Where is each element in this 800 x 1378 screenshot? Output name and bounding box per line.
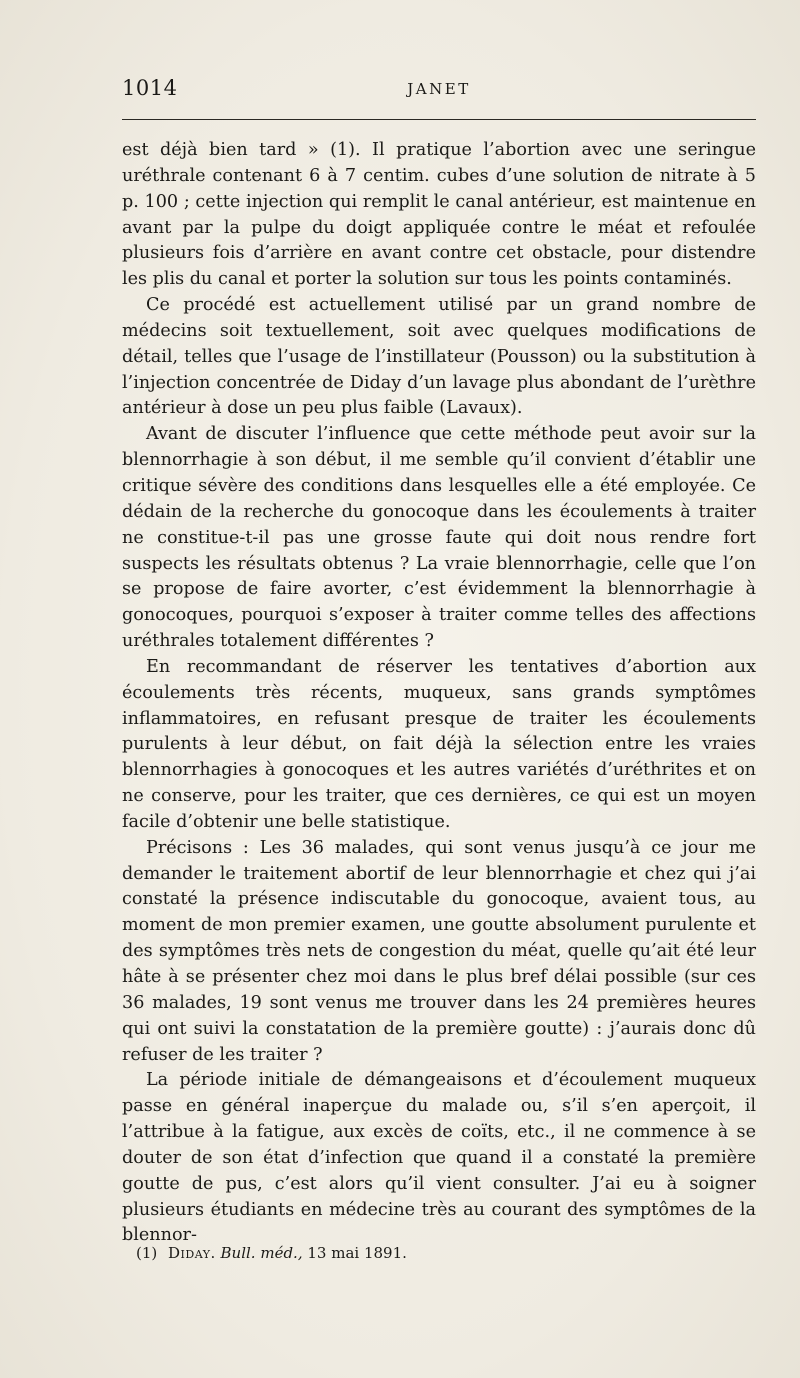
page-number: 1014 xyxy=(122,76,178,100)
paragraph-3: Avant de discuter l’influence que cette méthode peut avoir sur la blennorrhagie à son début, il me semble qu’il convient d’établir une critique sévère des conditions dans lesquelles elle a été employée. Ce dédain de la recherche du gonocoque dans les écoulements à traiter ne constitue-t-il pas une grosse faute qui doit nous rendre fort suspects les résultats obtenus ? La vraie blennorrhagie, celle que l’on se propose de faire avorter, c’est évidemment la blennorrhagie à gonocoques, pourquoi s’exposer à traiter comme telles des affections uréthrales totalement différentes ? xyxy=(122,424,756,652)
running-title: JANET xyxy=(407,80,471,98)
paragraph-6: La période initiale de démangeaisons et d’écoulement muqueux passe en général inaperçue du malade ou, s’il s’en aperçoit, il l’attribue à la fatigue, aux excès de coïts, etc., il ne commence à se douter de son état d’infection que quand il a constaté la première goutte de pus, c’est alors qu’il vient consulter. J’ai eu à soigner plusieurs étudiants en médecine très au courant des symptômes de la blennor- xyxy=(122,1070,756,1246)
footnote-date: 13 mai 1891. xyxy=(307,1244,407,1262)
header-rule xyxy=(122,119,756,120)
footnote-mark: (1) xyxy=(136,1244,158,1262)
body-text xyxy=(122,138,756,1249)
paragraph-5: Précisons : Les 36 malades, qui sont venus jusqu’à ce jour me demander le traitement abortif de leur blennorrhagie et chez qui j’ai constaté la présence indiscutable du gonocoque, avaient tous, au moment de mon premier examen, une goutte absolument purulente et des symptômes très nets de congestion du méat, quelle qu’ait été leur hâte à se présenter chez moi dans le plus bref délai possible (sur ces 36 malades, 19 sont venus me trouver dans les 24 premières heures qui ont suivi la constatation de la première goutte) : j’aurais donc dû refuser de les traiter ? xyxy=(122,837,756,1065)
paragraph-2: Ce procédé est actuellement utilisé par un grand nombre de médecins soit textuellement, soit avec quelques modifications de détail, telles que l’usage de l’instillateur (Pousson) ou la substitution à l’injection concentrée de Diday d’un lavage plus abondant de l’urèthre antérieur à dose un peu plus faible (Lavaux). xyxy=(122,295,756,419)
paragraph-4: En recommandant de réserver les tentatives d’abortion aux écoulements très récents, muqueux, sans grands symptômes inflammatoires, en refusant presque de traiter les écoulements purulents à leur début, on fait déjà la sélection entre les vraies blennorrhagies à gonocoques et les autres variétés d’uréthrites et on ne conserve, pour les traiter, que ces dernières, ce qui est un moyen facile d’obtenir une belle statistique. xyxy=(122,656,756,832)
footnote xyxy=(136,1243,736,1263)
page-header xyxy=(122,76,756,112)
footnote-journal: Bull. méd., xyxy=(220,1244,303,1262)
footnote-author: Diday. xyxy=(168,1244,216,1262)
paragraph-1: est déjà bien tard » (1). Il pratique l’abortion avec une seringue uréthrale contenant 6 à 7 centim. cubes d’une solution de nitrate à 5 p. 100 ; cette injection qui remplit le canal antérieur, est maintenue en avant par la pulpe du doigt appliquée contre le méat et refoulée plusieurs fois d’arrière en avant contre cet obstacle, pour distendre les plis du canal et porter la solution sur tous les points contaminés. xyxy=(122,140,756,290)
